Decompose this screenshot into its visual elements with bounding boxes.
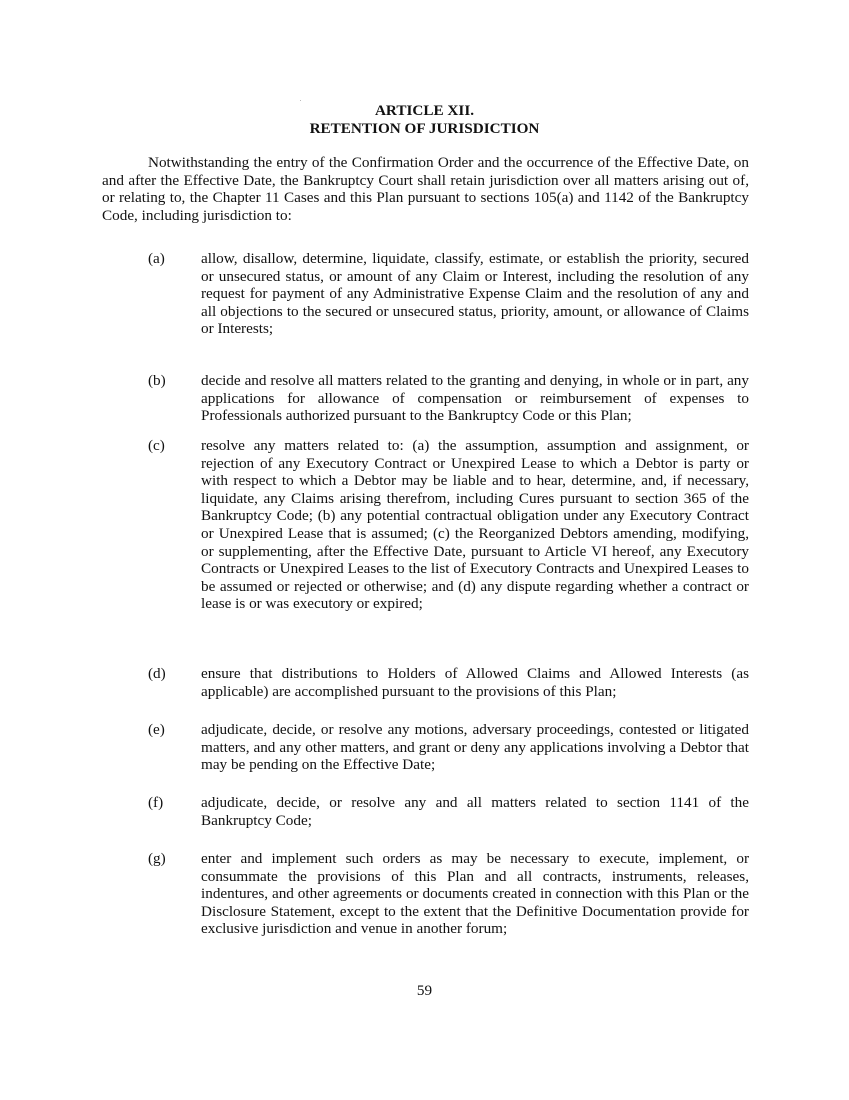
item-text: decide and resolve all matters related to the granting and denying, in whole or in part, any applications for allowance of compensation or reimbursement of expenses to Professionals authorized pursuant to the Bankruptcy Code or this Plan; xyxy=(201,372,749,425)
scan-speck xyxy=(300,100,301,101)
article-title: RETENTION OF JURISDICTION xyxy=(309,120,540,137)
article-number: ARTICLE XII. xyxy=(374,102,475,119)
item-label: (f) xyxy=(148,794,164,811)
item-text: allow, disallow, determine, liquidate, classify, estimate, or establish the priority, secured or unsecured status, or amount of any Claim or Interest, including the resolution of any request for payment of any Administrative Expense Claim and the resolution of any and all objections to the secured or unsecured status, priority, amount, or allowance of Claims or Interests; xyxy=(201,250,749,338)
item-label: (c) xyxy=(148,437,165,454)
item-label: (a) xyxy=(148,250,165,267)
page-number: 59 xyxy=(416,982,433,999)
item-label: (g) xyxy=(148,850,166,867)
item-text: resolve any matters related to: (a) the assumption, assumption and assignment, or rejection of any Executory Contract or Unexpired Lease to which a Debtor is party or with respect to which a Debtor may be liable and to hear, determine, and, if necessary, liquidate, any Claims arising therefrom, including Cures pursuant to section 365 of the Bankruptcy Code; (b) any potential contractual obligation under any Executory Contract or Unexpired Lease that is assumed; (c) the Reorganized Debtors amending, modifying, or supplementing, after the Effective Date, pursuant to Article VI hereof, any Executory Contracts or Unexpired Leases to the list of Executory Contracts and Unexpired Leases to be assumed or rejected or otherwise; and (d) any dispute regarding whether a contract or lease is or was executory or expired; xyxy=(201,437,749,613)
item-text: adjudicate, decide, or resolve any and all matters related to section 1141 of the Bankruptcy Code; xyxy=(201,794,749,829)
item-text: ensure that distributions to Holders of Allowed Claims and Allowed Interests (as applicable) are accomplished pursuant to the provisions of this Plan; xyxy=(201,665,749,700)
item-text: adjudicate, decide, or resolve any motions, adversary proceedings, contested or litigated matters, and any other matters, and grant or deny any applications involving a Debtor that may be pending on the Effective Date; xyxy=(201,721,749,774)
item-label: (d) xyxy=(148,665,166,682)
intro-paragraph: Notwithstanding the entry of the Confirmation Order and the occurrence of the Effective Date, on and after the Effective Date, the Bankruptcy Court shall retain jurisdiction over all matters arising out of, or relating to, the Chapter 11 Cases and this Plan pursuant to sections 105(a) and 1142 of the Bankruptcy Code, including jurisdiction to: xyxy=(102,154,749,224)
item-label: (e) xyxy=(148,721,165,738)
item-label: (b) xyxy=(148,372,166,389)
item-text: enter and implement such orders as may be necessary to execute, implement, or consummate the provisions of this Plan and all contracts, instruments, releases, indentures, and other agreements or documents created in connection with this Plan or the Disclosure Statement, except to the extent that the Definitive Documentation provide for exclusive jurisdiction and venue in another forum; xyxy=(201,850,749,938)
